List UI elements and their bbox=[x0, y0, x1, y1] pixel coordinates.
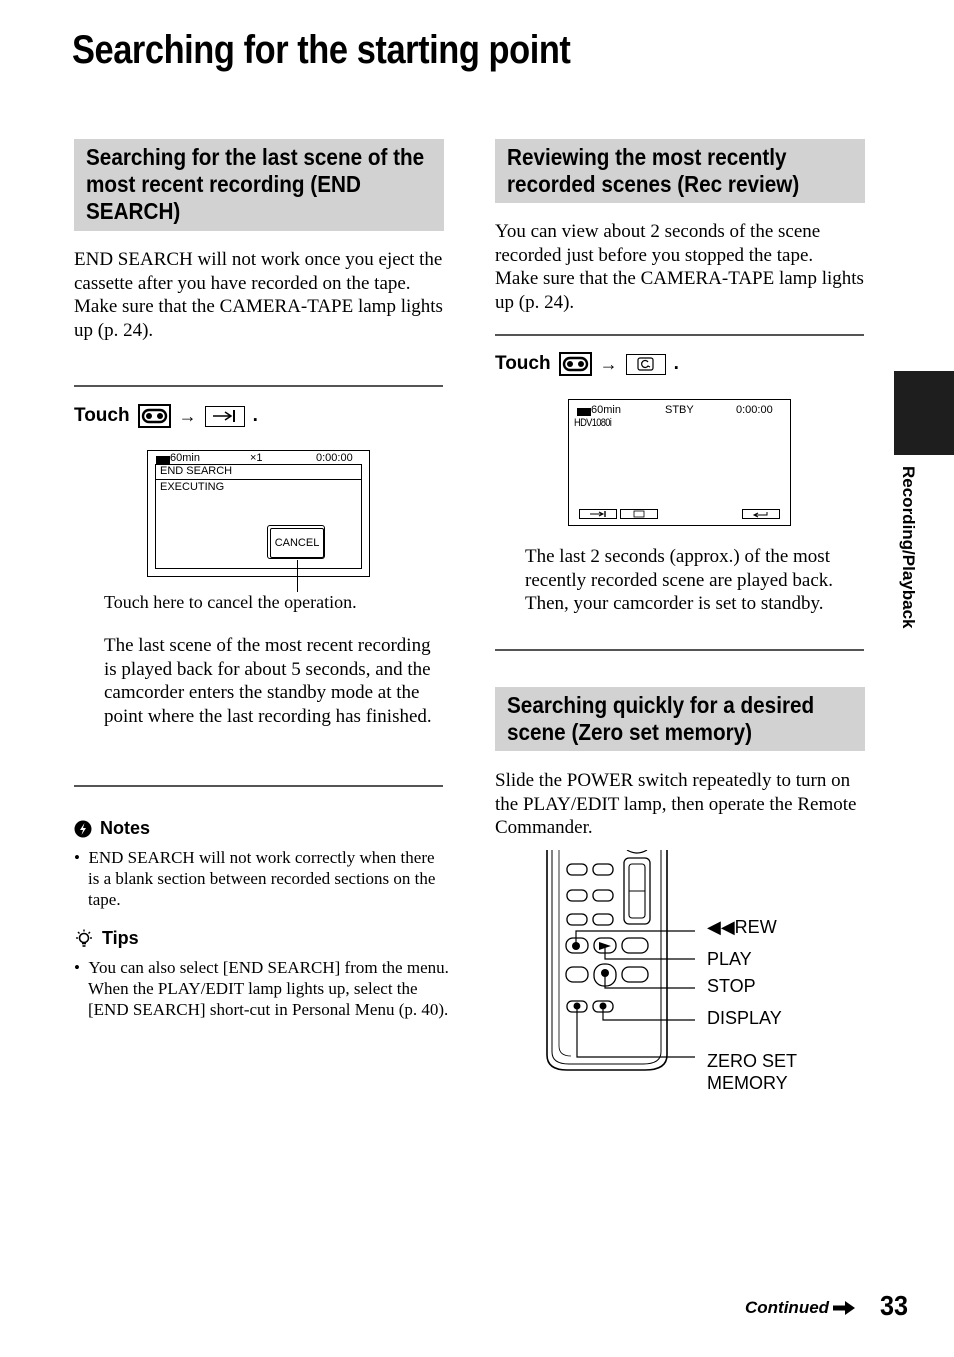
return-screen-button[interactable] bbox=[742, 509, 780, 519]
rec-review-heading: Reviewing the most recently recorded scenes (Rec review) bbox=[495, 139, 865, 203]
zero-set-memory-label: ZERO SET MEMORY bbox=[707, 1051, 798, 1093]
timecode: 0:00:00 bbox=[736, 404, 773, 416]
page-title: Searching for the starting point bbox=[72, 28, 571, 72]
battery-remaining: 60min bbox=[170, 452, 200, 464]
tips-title: Tips bbox=[102, 928, 139, 948]
note-item: • END SEARCH will not work correctly when there is a blank section between recorded sections on the tape. bbox=[74, 848, 436, 909]
battery-icon bbox=[156, 456, 170, 464]
end-search-icon bbox=[205, 406, 245, 427]
battery-remaining: 60min bbox=[591, 404, 621, 416]
continued-indicator bbox=[745, 1298, 855, 1318]
display-label: DISPLAY bbox=[707, 1008, 782, 1028]
callout-line bbox=[297, 560, 298, 592]
tip-item: • You can also select [END SEARCH] from the menu. When the PLAY/EDIT lamp lights up, select the [END SEARCH] short-cut in Personal Menu (p. 40). bbox=[74, 958, 449, 1019]
notes-title: Notes bbox=[100, 818, 151, 838]
lightbulb-icon bbox=[74, 929, 94, 949]
end-search-intro: END SEARCH will not work once you eject the cassette after you have recorded on the tape. Make sure that the CAMERA-TAPE lamp lights up (p. 24). bbox=[74, 249, 443, 341]
notes-icon bbox=[74, 820, 92, 838]
battery-icon bbox=[577, 408, 591, 416]
arrow-right-icon: → bbox=[178, 405, 197, 426]
end-search-touch-instruction: Touch → . bbox=[74, 405, 258, 426]
notes-heading bbox=[74, 818, 150, 839]
end-search-heading: Searching for the last scene of the most recent recording (END SEARCH) bbox=[74, 139, 444, 231]
cancel-button-label: CANCEL bbox=[274, 537, 320, 549]
end-search-result: The last scene of the most recent recording is played back for about 5 seconds, and the camcorder enters the standby mode at the point where the last recording has finished. bbox=[104, 635, 432, 727]
section-tab-label: Recording/Playback bbox=[899, 466, 918, 629]
tape-icon bbox=[559, 352, 592, 376]
zero-set-intro: Slide the POWER switch repeatedly to turn on the PLAY/EDIT lamp, then operate the Remote Commander. bbox=[495, 770, 857, 838]
rec-review-result: The last 2 seconds (approx.) of the most recently recorded scene are played back. Then, your camcorder is set to standby. bbox=[525, 546, 834, 614]
rec-review-screen-button[interactable] bbox=[620, 509, 658, 519]
rew-label: ◀◀REW bbox=[707, 917, 777, 937]
divider bbox=[495, 649, 864, 651]
cancel-button[interactable] bbox=[267, 525, 325, 559]
touch-label: Touch bbox=[74, 405, 130, 426]
status-text: EXECUTING bbox=[160, 481, 225, 493]
arrow-right-icon bbox=[833, 1301, 855, 1315]
tips-heading bbox=[74, 928, 139, 949]
touch-label: Touch bbox=[495, 353, 551, 374]
tape-icon bbox=[138, 404, 171, 428]
rec-review-screen bbox=[568, 399, 791, 526]
cancel-button-inner bbox=[270, 528, 324, 558]
speed-indicator: ×1 bbox=[250, 452, 263, 464]
zero-set-heading: Searching quickly for a desired scene (Zero set memory) bbox=[495, 687, 865, 751]
rec-review-icon bbox=[626, 354, 666, 375]
end-search-screen-button[interactable] bbox=[579, 509, 617, 519]
arrow-right-icon: → bbox=[599, 353, 618, 374]
continued-label: Continued bbox=[745, 1298, 830, 1317]
section-tab bbox=[894, 371, 954, 455]
divider bbox=[495, 334, 864, 336]
cancel-callout: Touch here to cancel the operation. bbox=[104, 592, 357, 612]
timecode: 0:00:00 bbox=[316, 452, 353, 464]
rec-review-intro: You can view about 2 seconds of the scene recorded just before you stopped the tape. Make sure that the CAMERA-TAPE lamp lights up (p. 24). bbox=[495, 221, 864, 313]
remote-commander-illustration bbox=[545, 850, 705, 1072]
rec-review-touch-instruction: Touch → . bbox=[495, 353, 679, 374]
recording-format: HDV1080i bbox=[574, 417, 612, 429]
divider bbox=[74, 385, 443, 387]
page-number: 33 bbox=[880, 1290, 909, 1321]
end-search-screen bbox=[147, 450, 370, 577]
divider bbox=[74, 785, 443, 787]
standby-status: STBY bbox=[665, 404, 694, 416]
play-label: PLAY bbox=[707, 949, 752, 969]
dialog-box bbox=[155, 464, 362, 569]
dialog-title: END SEARCH bbox=[160, 465, 233, 477]
stop-label: STOP bbox=[707, 976, 756, 996]
